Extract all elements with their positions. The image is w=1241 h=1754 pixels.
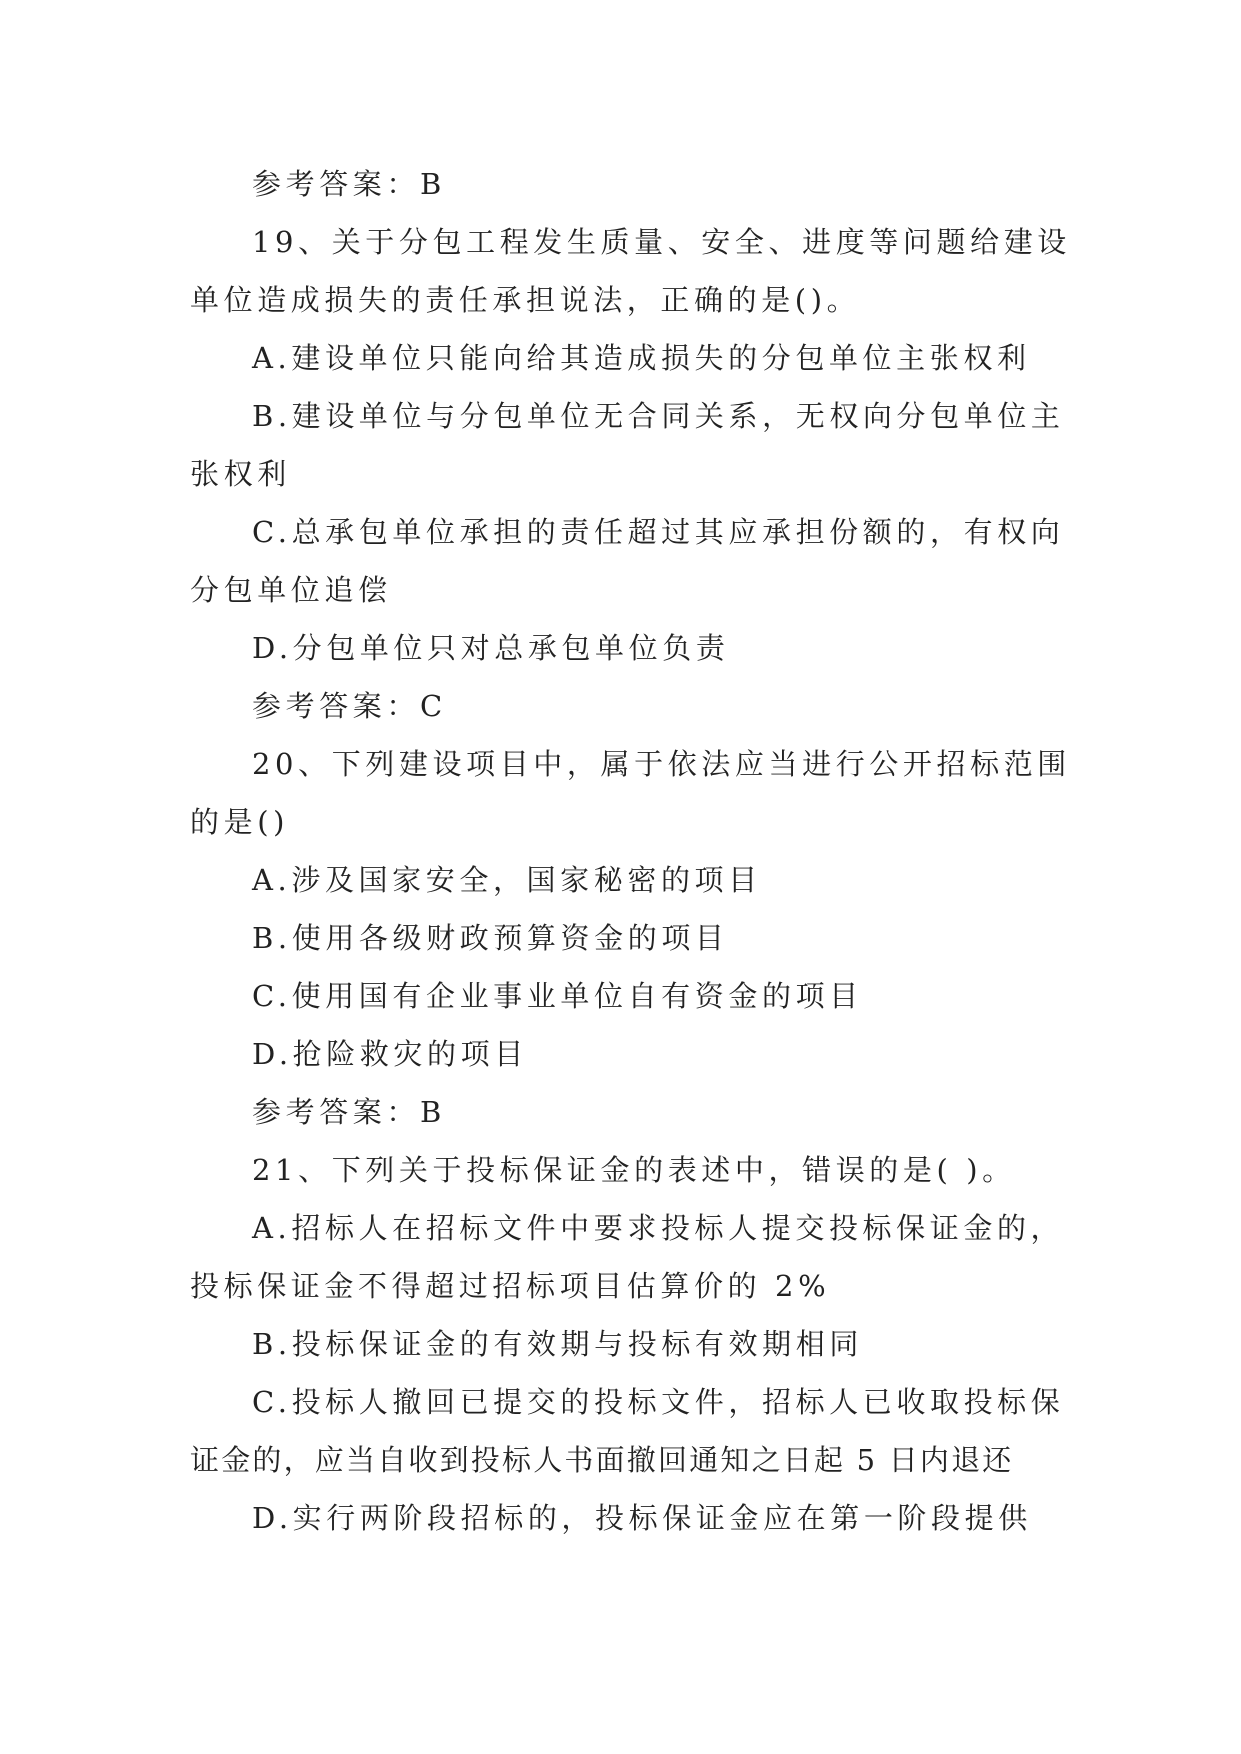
option-line: A.涉及国家安全，国家秘密的项目 (252, 863, 762, 897)
question-line: 21、下列关于投标保证金的表述中，错误的是( )。 (252, 1153, 1016, 1187)
option-line: D.抢险救灾的项目 (252, 1037, 528, 1071)
option-line: 张权利 (190, 457, 291, 491)
option-line: B.投标保证金的有效期与投标有效期相同 (252, 1327, 863, 1361)
answer-line: 参考答案：B (252, 167, 446, 201)
question-line: 19、关于分包工程发生质量、安全、进度等问题给建设 (252, 225, 1071, 259)
option-line: C.使用国有企业事业单位自有资金的项目 (252, 979, 863, 1013)
option-line: 证金的，应当自收到投标人书面撤回通知之日起 5 日内退还 (190, 1443, 1014, 1477)
answer-line: 参考答案：B (252, 1095, 446, 1129)
option-line: B.使用各级财政预算资金的项目 (252, 921, 729, 955)
option-line: D.实行两阶段招标的，投标保证金应在第一阶段提供 (252, 1501, 1032, 1535)
question-line: 20、下列建设项目中，属于依法应当进行公开招标范围 (252, 747, 1071, 781)
option-line: A.建设单位只能向给其造成损失的分包单位主张权利 (252, 341, 1031, 375)
option-line: B.建设单位与分包单位无合同关系，无权向分包单位主 (252, 399, 1065, 433)
option-line: A.招标人在招标文件中要求投标人提交投标保证金的， (252, 1211, 1065, 1245)
option-line: C.总承包单位承担的责任超过其应承担份额的，有权向 (252, 515, 1065, 549)
question-line: 的是() (190, 805, 290, 839)
answer-line: 参考答案：C (252, 689, 447, 723)
option-line: 投标保证金不得超过招标项目估算价的 2% (190, 1269, 831, 1303)
option-line: 分包单位追偿 (190, 573, 392, 607)
option-line: D.分包单位只对总承包单位负责 (252, 631, 730, 665)
option-line: C.投标人撤回已提交的投标文件，招标人已收取投标保 (252, 1385, 1065, 1419)
question-line: 单位造成损失的责任承担说法，正确的是()。 (190, 283, 861, 317)
